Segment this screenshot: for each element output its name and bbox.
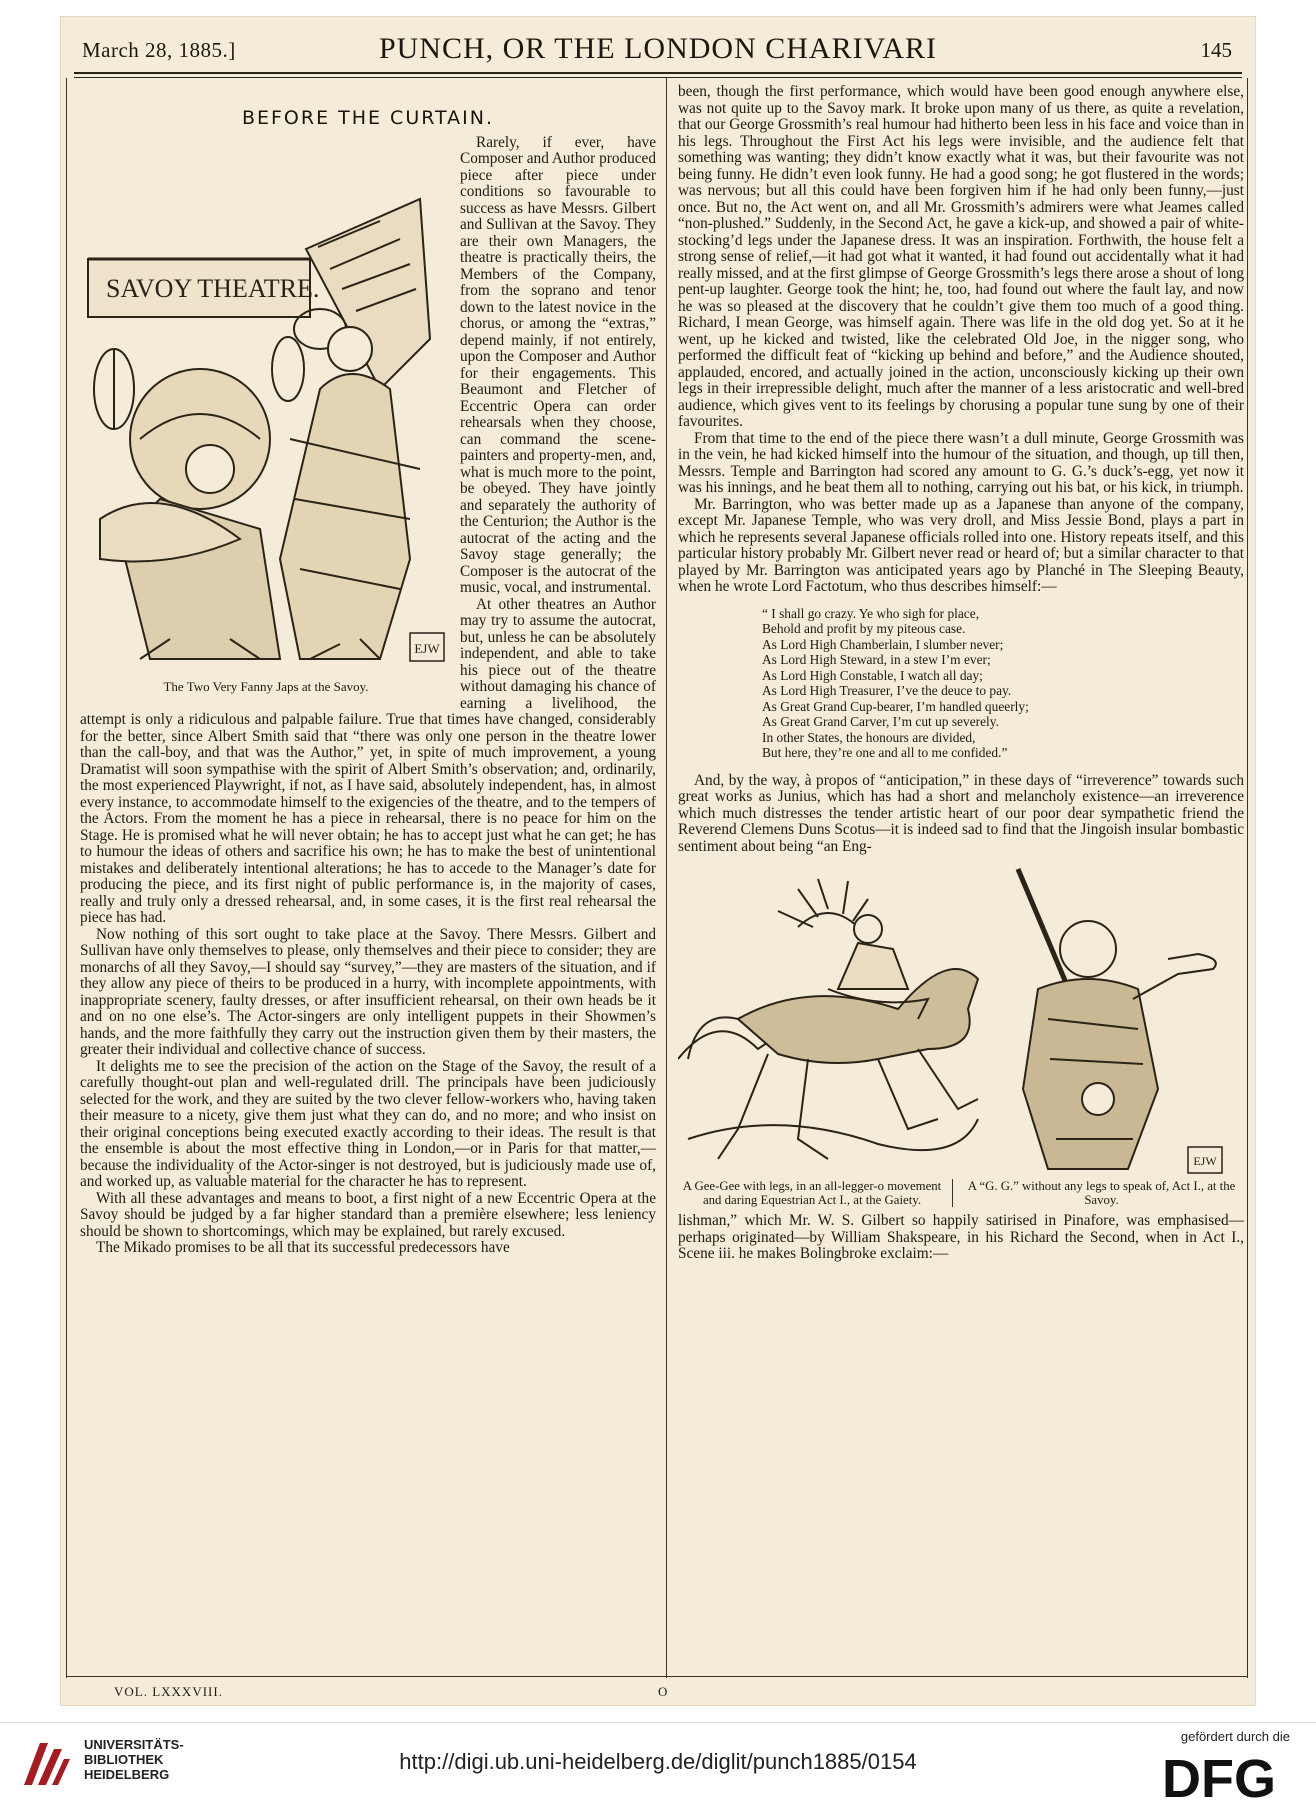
column-divider [666,78,667,1678]
left-column [80,86,656,1257]
svg-text:EJW: EJW [1193,1154,1217,1168]
caption-gg: A “G. G.” without any legs to speak of, Act I., at the Savoy. [967,1179,1236,1207]
frame-rule-bottom [66,1676,1248,1677]
library-footer-bar [0,1722,1316,1811]
issue-date: March 28, 1885.] [82,38,236,62]
paragraph: And, by the way, à propos of “anticipation,” in these days of “irreverence” towards such great works as Junius, which has had a short and melancholy existence—an irreverence which much distresses the tender artistic heart of our poor dear sympathetic friend the Reverend Clemens Duns Scotus—it is indeed sad to find that the Jingoish insular bombastic sentiment about being “an Eng- [678,771,1244,855]
newspaper-page [60,16,1256,1706]
verse-line: As Lord High Chamberlain, I slumber never; [762,636,1004,652]
illustration-caption: The Two Very Fanny Japs at the Savoy. [163,678,369,694]
article-title: BEFORE THE CURTAIN. [241,107,495,129]
header-rule [74,72,1242,78]
university-library-name: UNIVERSITÄTS- BIBLIOTHEK HEIDELBERG [84,1737,184,1782]
right-column [678,84,1244,1263]
paragraph: Now nothing of this sort ought to take place at the Savoy. There Messrs. Gilbert and Sullivan have only themselves to please, only themselves and their piece to consider; they are monarchs of all they Savoy,—I should say “survey,”—they are masters of the situation, and if they allow any piece of theirs to be produced in a hurry, with incomplete appointments, with inappropriate scenery, faulty dresses, or after insufficient rehearsal, on their own heads be it and on no one else’s. The Actor-singers are only intelligent puppets in their Showmen’s hands, and the more faithfully they carry out the instruction given them by their masters, the greater their individual and collective chance of success. [80,925,656,1058]
frame-rule-right [1247,78,1248,1678]
verse-line: As Great Grand Carver, I’m cut up severely. [762,714,999,729]
svg-text:DFG: DFG [1162,1749,1276,1805]
permalink-url[interactable]: http://digi.ub.uni-heidelberg.de/diglit/punch1885/0154 [399,1749,917,1774]
paragraph: Rarely, if ever, have Composer and Author produced piece after piece under conditions so favourable to success as have Messrs. Gilbert and Sullivan at the Savoy. They are their own Managers, the theatre is practically theirs, the Members of the Company, from the soprano and tenor down to the latest novice in the chorus, or among the “extras,” depend mainly, if not entirely, upon the Composer and Author for their engagements. This Beaumont and Fletcher of Eccentric Opera can order rehearsals when they choose, can command the scene-painters and property-men, and, what is much more to the point, be obeyed. They have jointly and separately the authority of the Centurion; the Author is the autocrat of the acting and the Savoy stage generally; the Composer is the autocrat of the music, vocal, and instrumental. [460,133,656,596]
verse-quotation [762,606,1244,761]
volume-label: VOL. LXXXVIII. [114,1684,223,1699]
signature-mark: O [658,1684,668,1699]
verse-line: As Lord High Constable, I watch all day; [762,667,983,683]
page-number: 145 [1200,38,1232,62]
illustration-captions [678,1179,1244,1207]
paragraph: The Mikado promises to be all that its successful predecessors have [96,1239,510,1256]
japs-illustration-art [80,139,452,669]
illustration-gee-gee [678,859,1244,1209]
masthead-title: PUNCH, OR THE LONDON CHARIVARI [378,32,938,65]
frame-rule-left [66,78,67,1678]
gee-gee-illustration-art [678,859,1244,1177]
paragraph: Mr. Barrington, who was better made up as a Japanese than anyone of the company, except Mr. Japanese Temple, who was very droll, and Miss Jessie Bond, plays a part in which he represents several Japanese officials rolled into one. History repeats itself, and this particular history probably Mr. Gilbert never read or heard of; but a similar character to that played by Mr. Barrington was anticipated years ago by Planché in The Sleeping Beauty, when he wrote Lord Factotum, who thus describes himself:— [678,495,1244,595]
paragraph: lishman,” which Mr. W. S. Gilbert so happily satirised in Pinafore, was emphasised—perhaps originated—by William Shakspeare, in his Richard the Second, when in Act I., Scene iii. he makes Bolingbroke exclaim:— [678,1212,1244,1262]
verse-line: “ I shall go crazy. Ye who sigh for place, [762,605,980,621]
funding-label: gefördert durch die [1180,1729,1290,1744]
verse-line: But here, they’re one and all to me confided.” [762,745,1008,760]
verse-line: In other States, the honours are divided, [762,729,976,745]
svg-text:EJW: EJW [414,640,440,656]
caption-gee-gee: A Gee-Gee with legs, in an all-legger-o movement and daring Equestrian Act I., at the Gaiety. [678,1179,953,1207]
paragraph: With all these advantages and means to boot, a first night of a new Eccentric Opera at the Savoy should be judged by a far higher standard than a première elsewhere; less leniency should be shown to shortcomings, which may be explained, but rarely excused. [80,1189,656,1240]
paragraph: been, though the first performance, which would have been good enough anywhere else, was not quite up to the Savoy mark. It broke upon many of us there, as quite a revelation, that our George Grossmith’s real humour had hitherto been less in his face and voice than in his legs. Throughout the First Act his legs were invisible, and the audience felt that something was wanting; they didn’t know exactly what it was, but their favourite was not being funny. He didn’t even look funny. He had a good song; he got flustered in the words; was nervous; but all this could have been forgiven him if he had only been funny,—just once. But no, the Act went on, and all Mr. Grossmith’s admirers were what Jeames called “non-plushed.” Suddenly, in the Second Act, he gave a kick-up, and showed a pair of white-stocking’d legs under the Japanese dress. It was an inspiration. Forthwith, the house felt a strong sense of relief,—it had got what it wanted, it had found out accidentally what it had really missed, and at the first glimpse of George Grossmith’s legs there arose a shout of long pent-up laughter. George took the hint; he, too, had found out where the fault lay, and now he was so pleased at the discovery that he couldn’t give them too much of a good thing. Richard, I mean George, was himself again. There was life in the old dog yet. So at it he went, up he kicked and twisted, like the celebrated Old Joe, in the nigger song, who performed the difficult feat of “kicking up behind and before,” and the Audience shouted, applauded, encored, and actually joined in the action, unconsciously kicking up their own legs in their irrepressible delight, much after the manner of a less aristocratic and well-bred audience, which gives vent to its feelings by chorusing a popular tune sung by one of their favourites. [678,83,1245,430]
paragraph: It delights me to see the precision of the action on the Stage of the Savoy, the result of a carefully thought-out plan and well-regulated drill. The principals have been judiciously selected for the work, and they are suited by the two clever fellow-workers who, having taken their measure to a nicety, give them just what they can do, and no more; and who insist on their original conceptions being executed exactly according to their ideas. The result is that the ensemble is about the most effective thing in London,—or in Paris for that matter,—because the individuality of the Actor-singer is not destroyed, but is judiciously made use of, and worked up, as valuable material for the character he has to represent. [80,1057,656,1190]
verse-line: As Lord High Steward, in a stew I’m ever; [762,652,991,667]
dfg-logo-icon [1144,1749,1294,1805]
paragraph: At other theatres an Author may try to assume the autocrat, but, unless he can be absolutely independent, and able to take his piece out of the theatre without damaging his chance of earning a livelihood, the attempt is only a ridiculous and palpable failure. True that times have changed, considerably for the better, since Albert Smith said that “there was only one person in the theatre lower than the call-boy, and that was the Author,” yet, in spite of much improvement, a young Dramatist will soon sympathise with the spirit of Albert Smith’s observation; and, ordinarily, the most experienced Playwright, if not, as I have said, absolutely independent, has, in almost every instance, to accommodate himself to the exigencies of the theatre, and to the tempers of the Actors. From the moment he has a piece in rehearsal, there is no peace for him on the Stage. He is promised what he will never obtain; he has to accept just what he can get; he has to humour the ideas of others and sacrifice his own; he has to make the best of unintentional mistakes and deliberately intentional alterations; he has to accede to the Manager’s date for producing the piece, and its first night of public performance is, in the majority of cases, really and truly only a dressed rehearsal, and, in some cases, it is the first real rehearsal the piece has had. [80,595,656,926]
savoy-theatre-sign: SAVOY THEATRE. [106,273,320,303]
paragraph: From that time to the end of the piece there wasn’t a dull minute, George Grossmith was in the vein, he had kicked himself into the humour of the situation, and though, up till then, Messrs. Temple and Barrington had scored any amount to G. G.’s duck’s-egg, yet now it was his innings, and he beat them all to nothing, carrying out his bat, or his kick, in triumph. [678,429,1244,496]
verse-line: Behold and profit by my piteous case. [762,621,966,636]
verse-line: As Great Grand Cup-bearer, I’m handled queerly; [762,698,1029,714]
illustration-savoy-japs [80,139,452,709]
verse-line: As Lord High Treasurer, I’ve the deuce to pay. [762,683,1012,698]
